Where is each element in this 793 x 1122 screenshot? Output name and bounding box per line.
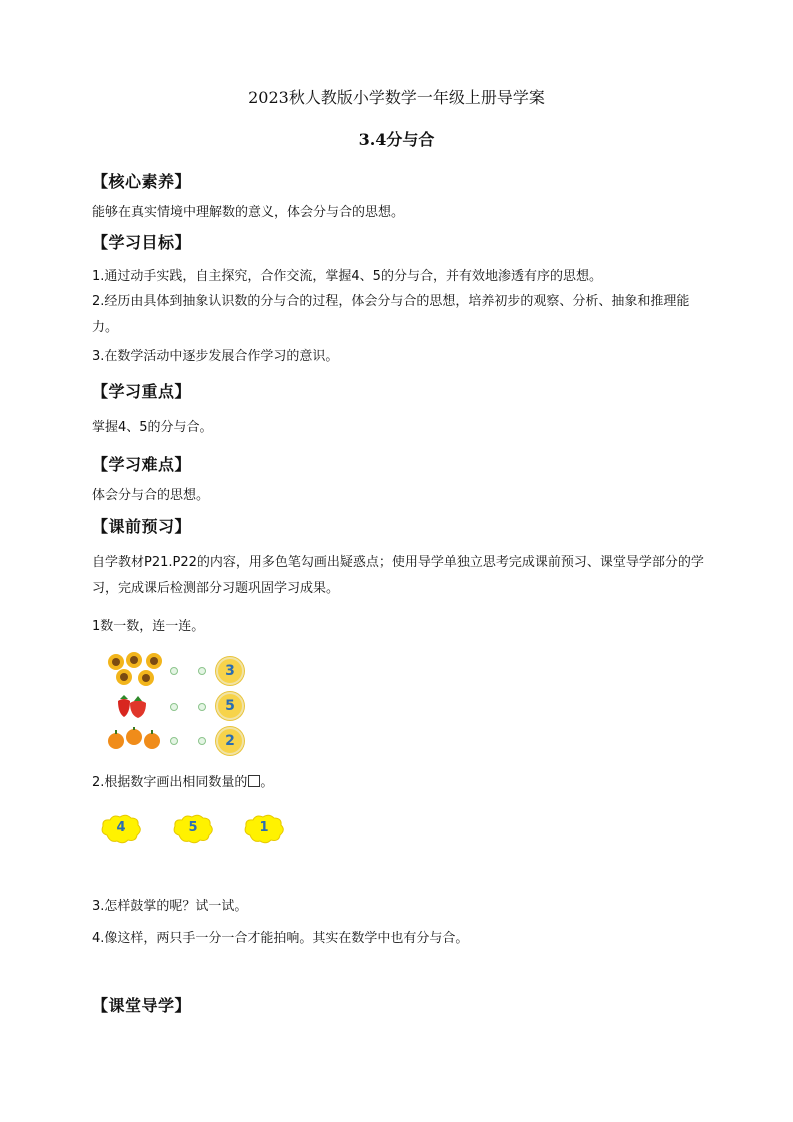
square-icon: [248, 775, 260, 787]
cloud-number-text: 5: [188, 820, 198, 835]
match-dot-left-2[interactable]: [170, 703, 178, 711]
goal-item-3: 3.在数学活动中逐步发展合作学习的意识。: [92, 349, 339, 364]
match-dot-left-3[interactable]: [170, 737, 178, 745]
key-text: 掌握4、5的分与合。: [92, 420, 213, 435]
difficulty-text: 体会分与合的思想。: [92, 488, 210, 503]
heading-goals: 【学习目标】: [92, 233, 192, 252]
core-text: 能够在真实情境中理解数的意义，体会分与合的思想。: [92, 205, 405, 220]
number-circle-1: 3: [216, 657, 244, 685]
question-4: 4.像这样，两只手一分一合才能拍响。其实在数学中也有分与合。: [92, 931, 469, 946]
question-1: 1数一数，连一连。: [92, 619, 205, 634]
number-circle-3: 2: [216, 727, 244, 755]
number-circle-2: 5: [216, 692, 244, 720]
goal-item-1: 1.通过动手实践，自主探究，合作交流，掌握4、5的分与合，并有效地渗透有序的思想。: [92, 269, 602, 284]
heading-classroom: 【课堂导学】: [92, 996, 192, 1015]
cloud-number-text: 1: [259, 820, 269, 835]
lesson-title: 3.4分与合: [358, 130, 435, 149]
question-2-end: 。: [260, 775, 274, 790]
heading-difficulty: 【学习难点】: [92, 455, 192, 474]
strawberries-image: [114, 693, 152, 719]
match-dot-right-3[interactable]: [198, 737, 206, 745]
match-dot-right-2[interactable]: [198, 703, 206, 711]
heading-preview: 【课前预习】: [92, 517, 192, 536]
heading-core: 【核心素养】: [92, 172, 192, 191]
document-title: 2023秋人教版小学数学一年级上册导学案: [248, 88, 545, 107]
preview-text: 自学教材P21.P22的内容，用多色笔勾画出疑惑点；使用导学单独立思考完成课前预习、课堂导学部分的学习，完成课后检测部分习题巩固学习成果。: [92, 555, 704, 596]
cloud-number-1: [99, 813, 143, 845]
question-2: [92, 773, 273, 793]
sunflowers-image: [106, 652, 168, 688]
cloud-number-2: [171, 813, 215, 845]
question-3: 3.怎样鼓掌的呢？试一试。: [92, 899, 248, 914]
goal-item-2: 2.经历由具体到抽象认识数的分与合的过程，体会分与合的思想，培养初步的观察、分析、抽象和推理能力。: [92, 294, 690, 335]
oranges-image: [106, 727, 164, 751]
match-dot-right-1[interactable]: [198, 667, 206, 675]
match-dot-left-1[interactable]: [170, 667, 178, 675]
cloud-number-3: [242, 813, 286, 845]
cloud-number-text: 4: [116, 820, 126, 835]
question-2-text: 2.根据数字画出相同数量的: [92, 775, 248, 790]
heading-key: 【学习重点】: [92, 382, 192, 401]
